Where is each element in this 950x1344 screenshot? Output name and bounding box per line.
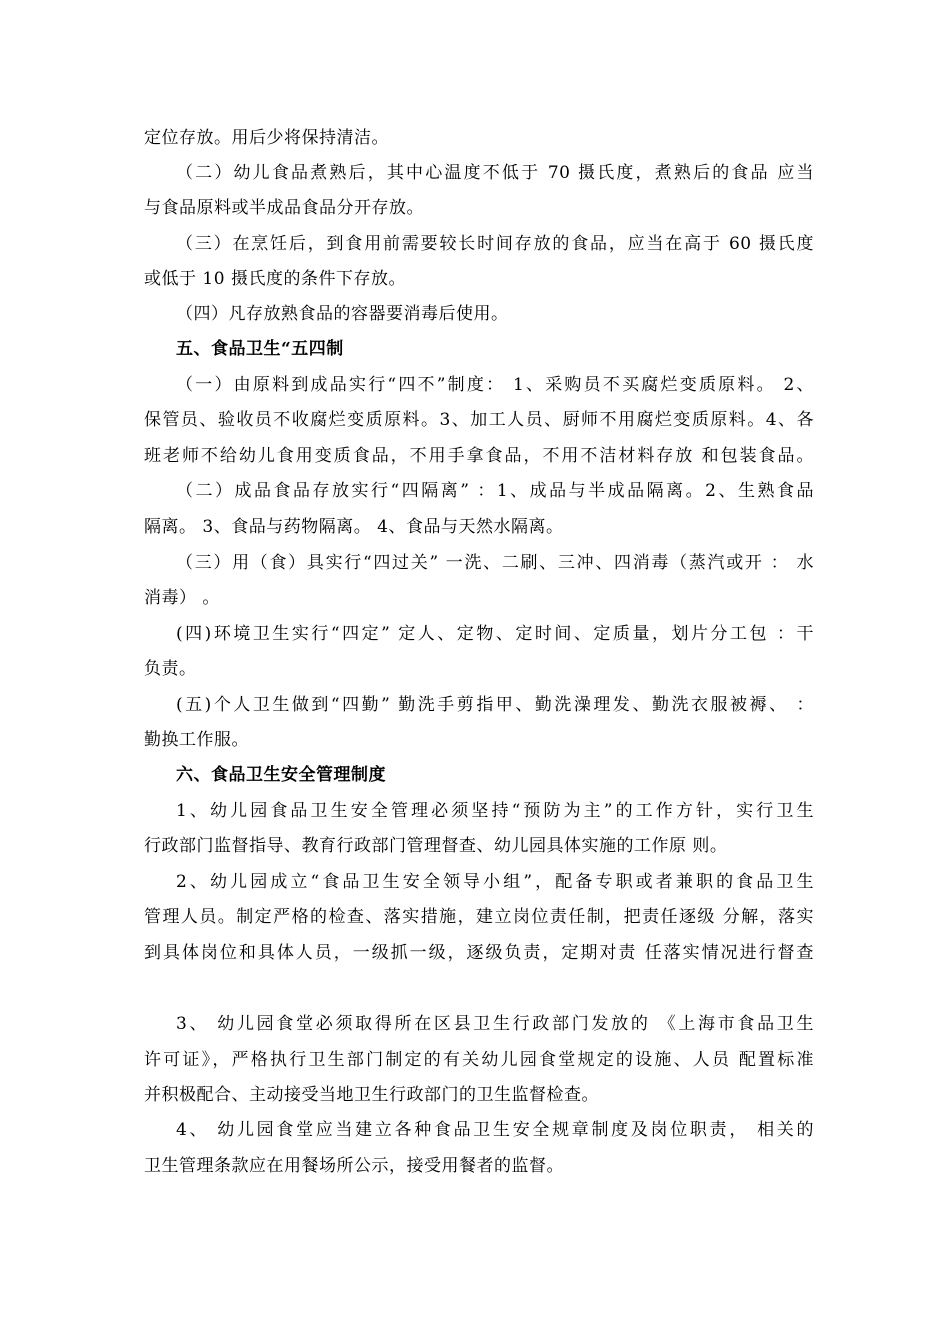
paragraph-line: 保管员、验收员不收腐烂变质原料。3、加工人员、厨师不用腐烂变质原料。4、各 (144, 410, 814, 430)
paragraph-line: 并积极配合、主动接受当地卫生行政部门的卫生监督检查。 (144, 1085, 599, 1105)
paragraph-line: 4、 幼儿园食堂应当建立各种食品卫生安全规章制度及岗位职责， 相关的 (176, 1120, 814, 1140)
paragraph-line: （二）成品食品存放实行“四隔离” ：1、成品与半成品隔离。2、生熟食品 (176, 481, 814, 501)
paragraph-line: （一）由原料到成品实行“四不”制度： 1、采购员不买腐烂变质原料。 2、 (176, 375, 814, 395)
paragraph-line: 许可证》，严格执行卫生部门制定的有关幼儿园食堂规定的设施、人员 配置标准 (144, 1050, 814, 1070)
paragraph-line: 到具体岗位和具体人员，一级抓一级，逐级负责，定期对责 任落实情况进行督查 (144, 943, 814, 963)
paragraph-line: 或低于 10 摄氏度的条件下存放。 (144, 269, 406, 289)
paragraph-line: （四）凡存放熟食品的容器要消毒后使用。 (176, 304, 509, 324)
paragraph-line: 负责。 (144, 659, 197, 679)
section-heading: 五、食品卫生“五四制 (176, 339, 344, 359)
paragraph-line: 隔离。 3、食品与药物隔离。 4、食品与天然水隔离。 (144, 517, 564, 537)
paragraph-line: 2、幼儿园成立“食品卫生安全领导小组”，配备专职或者兼职的食品卫生 (176, 872, 814, 892)
paragraph-line: 与食品原料或半成品食品分开存放。 (144, 198, 424, 218)
paragraph-line: （三）用（食）具实行“四过关” 一洗、二刷、三冲、四消毒（蒸汽或开 ： 水 (176, 553, 814, 573)
section-heading: 六、食品卫生安全管理制度 (176, 765, 386, 785)
paragraph-line: 3、 幼儿园食堂必须取得所在区县卫生行政部门发放的 《上海市食品卫生 (176, 1014, 814, 1034)
paragraph-line: 勤换工作服。 (144, 730, 249, 750)
paragraph-line: （二）幼儿食品煮熟后，其中心温度不低于 70 摄氏度，煮熟后的食品 应当 (176, 163, 814, 183)
paragraph-line: 班老师不给幼儿食用变质食品，不用手拿食品，不用不洁材料存放 和包装食品。 (144, 446, 814, 466)
paragraph-line: 1、幼儿园食品卫生安全管理必须坚持“预防为主”的工作方针，实行卫生 (176, 801, 814, 821)
paragraph-line: 消毒） 。 (144, 588, 220, 608)
paragraph-line: 行政部门监督指导、教育行政部门管理督查、幼儿园具体实施的工作原 则。 (144, 836, 728, 856)
paragraph-line: (五)个人卫生做到“四勤” 勤洗手剪指甲、勤洗澡理发、勤洗衣服被褥、 ： (176, 695, 814, 715)
paragraph-line: 管理人员。制定严格的检查、落实措施，建立岗位责任制，把责任逐级 分解，落实 (144, 907, 814, 927)
paragraph-line: （三）在烹饪后，到食用前需要较长时间存放的食品，应当在高于 60 摄氏度 (176, 234, 814, 254)
paragraph-line: 卫生管理条款应在用餐场所公示，接受用餐者的监督。 (144, 1156, 564, 1176)
paragraph-line: 定位存放。用后少将保持清洁。 (144, 128, 389, 148)
paragraph-line: (四)环境卫生实行“四定” 定人、定物、定时间、定质量，划片分工包 ：干 (176, 624, 814, 644)
